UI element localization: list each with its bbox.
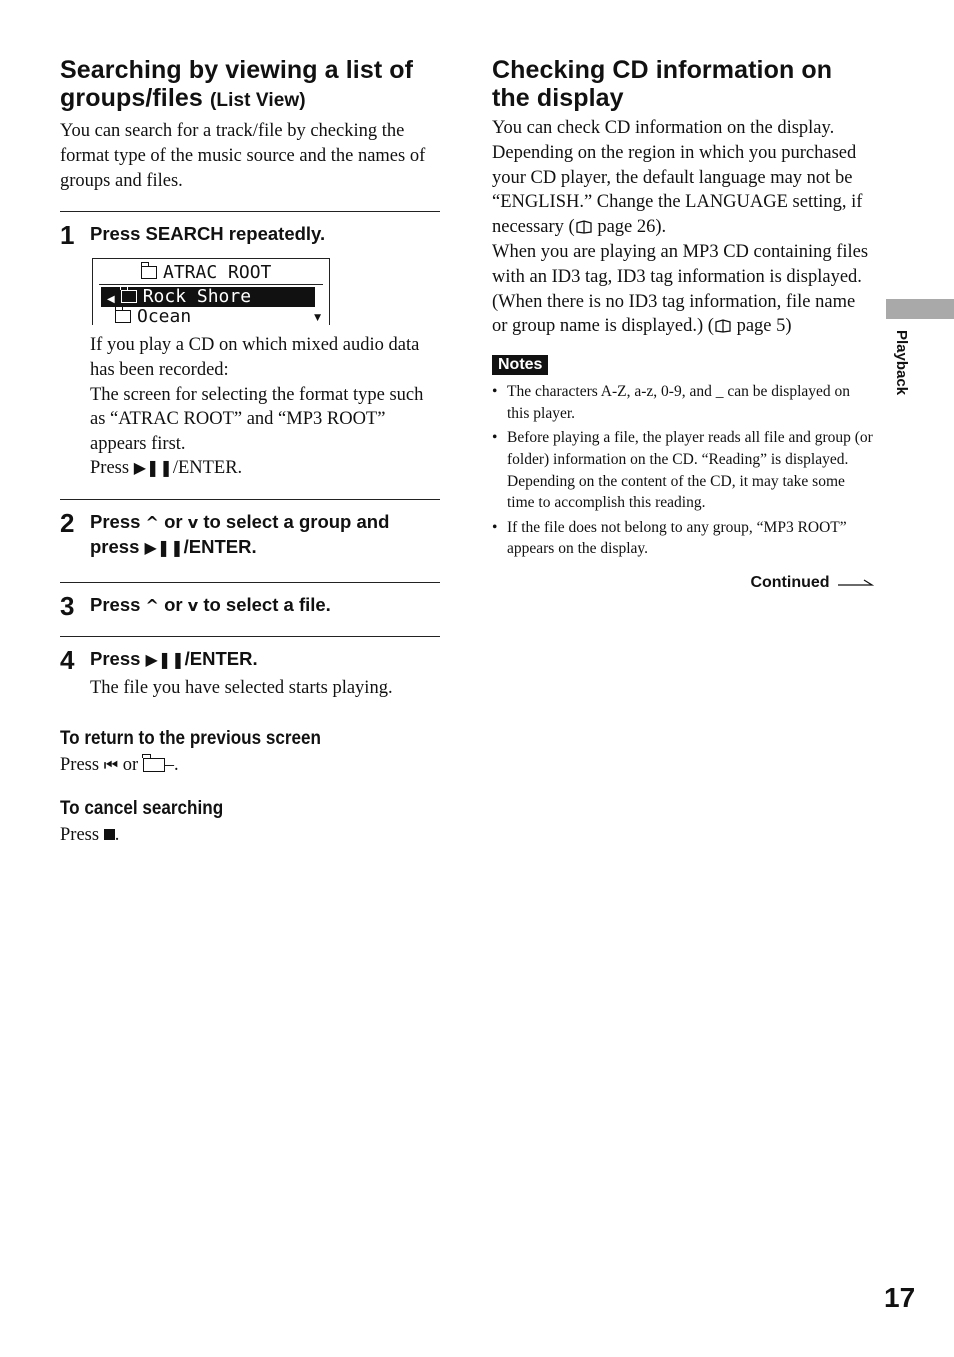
step-desc: The file you have selected starts playing. (90, 677, 393, 698)
folder-icon (115, 310, 131, 323)
step-number: 2 (60, 507, 75, 538)
speaker-icon: ◀ (107, 294, 115, 306)
continued-indicator: Continued (492, 574, 874, 592)
lcd-row-root: ATRAC ROOT (141, 263, 271, 283)
return-text: Press ⏮ or –. (60, 754, 179, 775)
continued-arrow-icon (838, 579, 874, 587)
page-reference-icon (714, 319, 732, 333)
cancel-heading: To cancel searching (60, 798, 224, 820)
step-2 (60, 500, 440, 560)
step-number: 3 (60, 590, 75, 621)
step-number: 4 (60, 644, 75, 675)
page-number: 17 (884, 1282, 916, 1313)
side-tab-label: Playback (893, 330, 910, 396)
down-icon: v (187, 595, 199, 615)
step-4 (60, 637, 440, 701)
note-item: • The characters A-Z, a-z, 0-9, and _ can be displayed on this player. (492, 381, 874, 424)
lcd-row-item: Ocean (115, 307, 191, 327)
right-column (492, 56, 874, 592)
notes-badge: Notes (492, 355, 548, 375)
lcd-underline (99, 284, 323, 285)
folder-icon (141, 266, 157, 279)
section-title-suffix: (List View) (209, 90, 306, 111)
notes-list (492, 381, 874, 560)
step-number: 1 (60, 220, 75, 251)
section-title-list-view: Searching by viewing a list of groups/files (List View) (60, 56, 414, 112)
page-reference-icon (575, 220, 593, 234)
down-icon: v (187, 512, 199, 532)
note-item: • If the file does not belong to any group, “MP3 ROOT” appears on the display. (492, 517, 874, 560)
step-desc: If you play a CD on which mixed audio data has been recorded: The screen for selecting the format type such as “ATRAC ROOT” and “MP3 ROOT” appears first. Press ▶❚❚/ENTER. (90, 335, 424, 479)
folder-icon (121, 290, 137, 303)
cancel-text: Press . (60, 825, 120, 846)
section-title-cd-info: Checking CD information on the display (492, 56, 833, 112)
up-icon: ^ (145, 595, 159, 615)
step-1 (60, 212, 440, 481)
step-title: Press ^ or v to select a file. (90, 593, 331, 615)
play-pause-icon: ▶❚❚ (133, 458, 173, 478)
step-3 (60, 583, 440, 621)
play-pause-icon: ▶❚❚ (145, 649, 185, 669)
cd-info-paragraph-2: When you are playing an MP3 CD containing files with an ID3 tag, ID3 tag information is displayed. (When there is no ID3 tag information, file name or group name is displayed.) ( page 5) (492, 241, 869, 337)
scroll-down-icon: ▼ (314, 313, 321, 324)
lcd-display (92, 258, 330, 328)
cd-info-paragraph-1: You can check CD information on the display. Depending on the region in which you purchased your CD player, the default language may not be “ENGLISH.” Change the LANGUAGE setting, if necessary ( page 26). (492, 118, 863, 238)
step-title: Press SEARCH repeatedly. (90, 223, 326, 245)
lcd-row-selected: ◀ Rock Shore (101, 287, 315, 307)
previous-track-icon: ⏮ (103, 754, 119, 774)
step-title: Press ^ or v to select a group and press ▶❚❚/ENTER. (90, 510, 390, 557)
intro-text: You can search for a track/file by checking the format type of the music source and the names of groups and files. (60, 121, 426, 191)
up-icon: ^ (145, 512, 159, 532)
play-pause-icon: ▶❚❚ (144, 537, 184, 557)
note-item: • Before playing a file, the player reads all file and group (or folder) information on the CD. “Reading” is displayed. Depending on the content of the CD, it may take some time to accomplish this reading. (492, 427, 874, 513)
stop-icon (104, 829, 115, 840)
group-minus-icon (143, 758, 165, 772)
step-title: Press ▶❚❚/ENTER. (90, 647, 258, 669)
return-heading: To return to the previous screen (60, 727, 321, 749)
side-tab-bar (886, 299, 954, 319)
left-column (60, 56, 440, 848)
